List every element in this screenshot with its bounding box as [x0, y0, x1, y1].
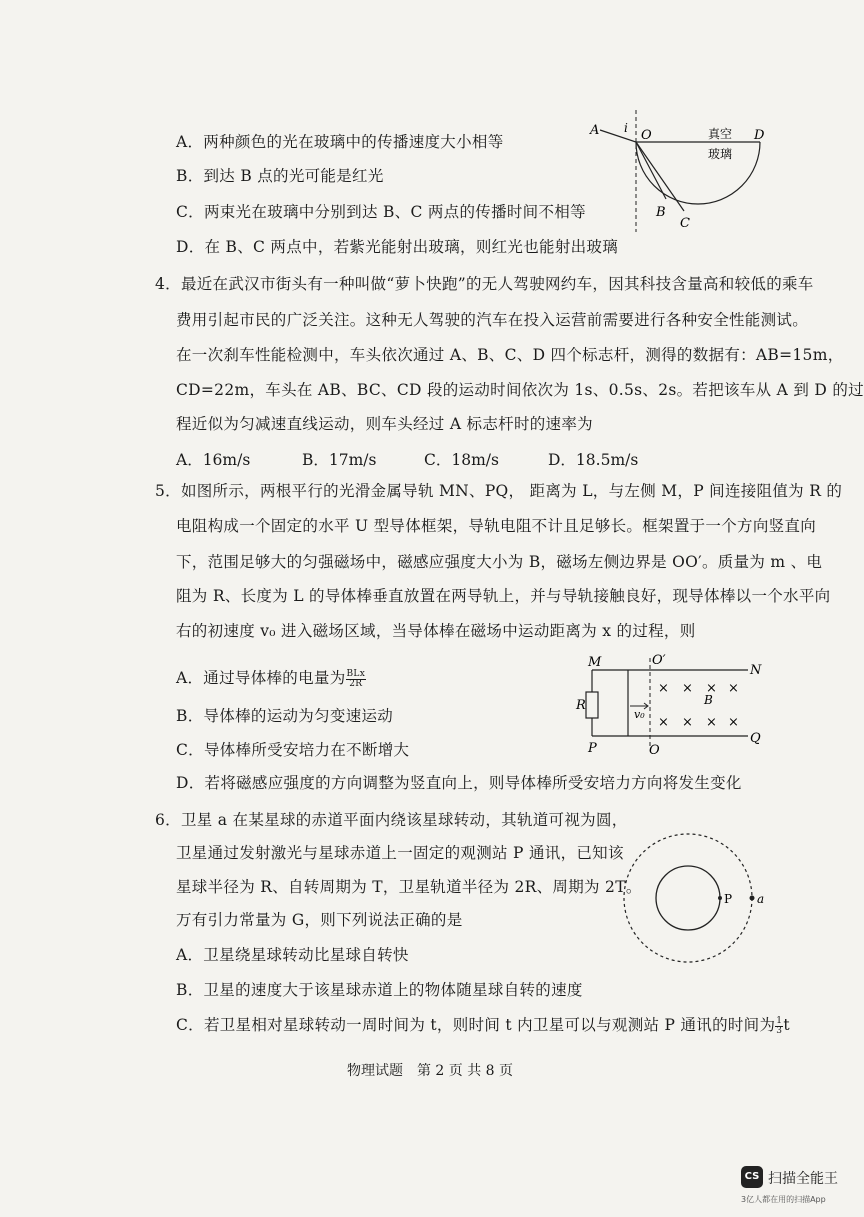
q6-option-c-suffix: t: [783, 1016, 790, 1034]
q5-label-v0: v₀: [634, 708, 645, 721]
q3-option-b: B．到达 B 点的光可能是红光: [176, 167, 384, 185]
q5-cross-8: ×: [728, 715, 739, 730]
q3-label-a: A: [590, 123, 600, 138]
q5-label-m: M: [588, 655, 602, 670]
q5-label-o: O: [649, 743, 660, 758]
q4-line-3: 在一次刹车性能检测中，车头依次通过 A、B、C、D 四个标志杆，测得的数据有：AB=15m，: [176, 346, 844, 364]
q5-line-3: 下，范围足够大的匀强磁场中，磁感应强度大小为 B，磁场左侧边界是 OO′。质量为 m 、电: [176, 553, 823, 571]
q6-label-p: P: [724, 892, 733, 906]
page-footer: 物理试题 第 2 页 共 8 页: [346, 1063, 514, 1079]
q6-line-3: 星球半径为 R、自转周期为 T，卫星轨道半径为 2R、周期为 2T。: [176, 878, 642, 896]
camscanner-name: 扫描全能王: [768, 1171, 838, 1187]
q3-refraction-diagram: [588, 108, 778, 238]
q5-line-4: 阻为 R、长度为 L 的导体棒垂直放置在两导轨上，并与导轨接触良好，现导体棒以一个水平向: [176, 587, 831, 605]
q3-option-a: A．两种颜色的光在玻璃中的传播速度大小相等: [176, 133, 504, 151]
q5-cross-6: ×: [682, 715, 693, 730]
q5-cross-1: ×: [658, 681, 669, 696]
q4-line-4: CD=22m，车头在 AB、BC、CD 段的运动时间依次为 1s、0.5s、2s。若把该车从 A 到 D 的过: [176, 381, 864, 399]
q6-option-c-text: C．若卫星相对星球转动一周时间为 t，则时间 t 内卫星可以与观测站 P 通讯的时间为: [176, 1016, 776, 1034]
q5-label-o-prime: O′: [652, 653, 666, 668]
q6-orbit-diagram: [616, 830, 776, 970]
q3-option-c: C．两束光在玻璃中分别到达 B、C 两点的传播时间不相等: [176, 203, 586, 221]
q5-cross-7: ×: [706, 715, 717, 730]
q6-option-c: [176, 1015, 790, 1036]
q5-line-2: 电阻构成一个固定的水平 U 型导体框架，导轨电阻不计且足够长。框架置于一个方向竖直向: [176, 517, 817, 535]
q3-label-c: C: [680, 216, 690, 231]
q5-option-a-text: A．通过导体棒的电量为: [176, 669, 346, 687]
q3-label-b: B: [656, 205, 666, 220]
q5-option-b: B．导体棒的运动为匀变速运动: [176, 707, 394, 725]
camscanner-logo-icon: CS: [741, 1166, 763, 1188]
q4-line-5: 程近似为匀减速直线运动，则车头经过 A 标志杆时的速率为: [176, 415, 593, 433]
q4-line-1: 4．最近在武汉市街头有一种叫做“萝卜快跑”的无人驾驶网约车，因其科技含量高和较低的乘车: [155, 275, 814, 293]
q6-option-c-denominator: 3: [776, 1025, 783, 1036]
q3-label-o: O: [641, 128, 652, 143]
q6-label-a: a: [757, 892, 765, 906]
q5-cross-3: ×: [706, 681, 717, 696]
q5-option-a-fraction: [346, 670, 367, 689]
q6-option-a: A．卫星绕星球转动比星球自转快: [176, 946, 409, 964]
q6-line-1: 6．卫星 a 在某星球的赤道平面内绕该星球转动，其轨道可视为圆，: [155, 811, 628, 829]
q5-option-d: D．若将磁感应强度的方向调整为竖直向上，则导体棒所受安培力方向将发生变化: [176, 774, 742, 792]
q5-option-c: C．导体棒所受安培力在不断增大: [176, 741, 410, 759]
q3-label-vacuum: 真空: [708, 127, 733, 141]
q3-label-d: D: [754, 128, 765, 143]
q4-option-c: C．18m/s: [424, 451, 499, 469]
q4-option-d: D．18.5m/s: [548, 451, 639, 469]
q5-cross-4: ×: [728, 681, 739, 696]
q5-cross-2: ×: [682, 681, 693, 696]
q3-option-d: D．在 B、C 两点中，若紫光能射出玻璃，则红光也能射出玻璃: [176, 238, 619, 256]
q6-line-2: 卫星通过发射激光与星球赤道上一固定的观测站 P 通讯，已知该: [176, 844, 624, 862]
q4-option-a: A．16m/s: [176, 451, 251, 469]
q5-label-q: Q: [750, 731, 761, 746]
q5-option-a: [176, 668, 366, 689]
q5-option-a-numerator: BLx: [346, 668, 366, 679]
q5-line-1: 5．如图所示，两根平行的光滑金属导轨 MN、PQ， 距离为 L，与左侧 M，P 间连接阻值为 R 的: [155, 482, 843, 500]
q3-label-glass: 玻璃: [708, 147, 733, 161]
q6-line-4: 万有引力常量为 G，则下列说法正确的是: [176, 911, 463, 929]
q5-cross-5: ×: [658, 715, 669, 730]
q6-option-b: B．卫星的速度大于该星球赤道上的物体随星球自转的速度: [176, 981, 583, 999]
q4-option-b: B．17m/s: [302, 451, 377, 469]
q5-label-b: B: [704, 693, 713, 707]
q5-label-n: N: [750, 663, 762, 678]
q3-label-i: i: [624, 121, 628, 135]
q6-option-c-numerator: 1: [776, 1015, 783, 1026]
q5-line-5: 右的初速度 v₀ 进入磁场区域，当导体棒在磁场中运动距离为 x 的过程，则: [176, 622, 696, 640]
camscanner-tagline: 3亿人都在用的扫描App: [741, 1195, 826, 1204]
q5-label-r: R: [576, 698, 586, 713]
q4-line-2: 费用引起市民的广泛关注。这种无人驾驶的汽车在投入运营前需要进行各种安全性能测试。: [176, 311, 809, 329]
q5-label-p: P: [588, 741, 597, 756]
q5-option-a-denominator: 2R: [349, 678, 363, 689]
q5-rails-diagram: [578, 652, 778, 760]
